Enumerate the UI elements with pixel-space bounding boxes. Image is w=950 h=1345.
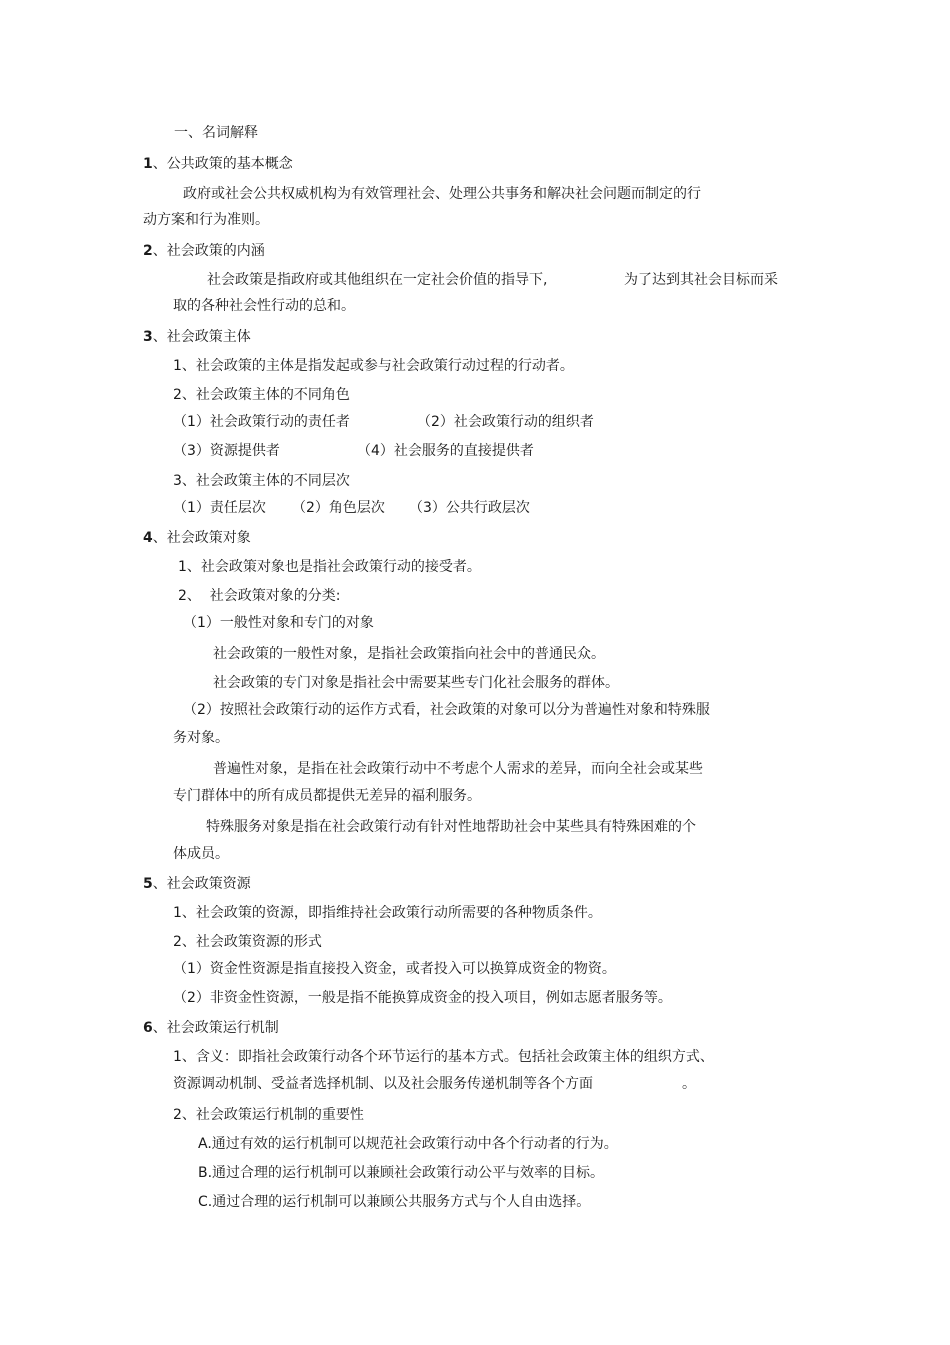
list-item: 1、社会政策的主体是指发起或参与社会政策行动过程的行动者。 (173, 358, 574, 374)
paragraph: 务对象。 (173, 730, 229, 746)
paragraph: 动方案和行为准则。 (143, 212, 269, 228)
section-number: 2 (143, 243, 153, 259)
section-number: 1 (143, 156, 153, 172)
paragraph: 社会政策的专门对象是指社会中需要某些专门化社会服务的群体。 (213, 675, 619, 691)
section-title-text: 、社会政策运行机制 (152, 1020, 279, 1036)
section-number: 4 (143, 530, 153, 546)
paragraph: 社会政策是指政府或其他组织在一定社会价值的指导下, (207, 272, 548, 288)
paragraph: 为了达到其社会目标而采 (624, 272, 778, 288)
paragraph: （2）按照社会政策行动的运作方式看，社会政策的对象可以分为普遍性对象和特殊服 (183, 702, 710, 718)
list-item: （1）一般性对象和专门的对象 (183, 615, 374, 631)
section-number: 3 (143, 329, 153, 345)
list-item: C.通过合理的运行机制可以兼顾公共服务方式与个人自由选择。 (198, 1194, 591, 1210)
paragraph: 专门群体中的所有成员都提供无差异的福利服务。 (173, 788, 481, 804)
paragraph: 政府或社会公共权威机构为有效管理社会、处理公共事务和解决社会问题而制定的行 (183, 186, 701, 202)
list-item: 1、社会政策的资源，即指维持社会政策行动所需要的各种物质条件。 (173, 905, 602, 921)
list-item: （2）非资金性资源，一般是指不能换算成资金的投入项目，例如志愿者服务等。 (173, 990, 672, 1006)
section-1-title (143, 155, 293, 173)
list-item: （3）资源提供者 (173, 443, 280, 459)
list-item: （1）责任层次 (173, 500, 266, 516)
section-title-text: 、社会政策的内涵 (152, 243, 265, 259)
section-heading: 一、名词解释 (174, 125, 258, 141)
list-item: B.通过合理的运行机制可以兼顾社会政策行动公平与效率的目标。 (198, 1165, 605, 1181)
section-4-title (143, 529, 251, 547)
list-item: 2、社会政策资源的形式 (173, 934, 322, 950)
section-2-title (143, 242, 265, 260)
paragraph: 普遍性对象，是指在社会政策行动中不考虑个人需求的差异，而向全社会或某些 (213, 761, 703, 777)
list-item: 2、社会政策主体的不同角色 (173, 387, 350, 403)
list-item: 2、 社会政策对象的分类: (178, 588, 341, 604)
list-item: （1）资金性资源是指直接投入资金，或者投入可以换算成资金的物资。 (173, 961, 616, 977)
list-item: 3、社会政策主体的不同层次 (173, 473, 350, 489)
section-title-text: 、公共政策的基本概念 (152, 156, 293, 172)
section-title-text: 、社会政策主体 (152, 329, 251, 345)
section-5-title (143, 875, 251, 893)
list-item: （3）公共行政层次 (409, 500, 530, 516)
list-item: （2）社会政策行动的组织者 (417, 414, 594, 430)
paragraph: 体成员。 (173, 846, 229, 862)
list-item: （4）社会服务的直接提供者 (357, 443, 534, 459)
section-title-text: 、社会政策资源 (152, 876, 251, 892)
list-item: A.通过有效的运行机制可以规范社会政策行动中各个行动者的行为。 (198, 1136, 618, 1152)
section-number: 5 (143, 876, 153, 892)
paragraph: 取的各种社会性行动的总和。 (173, 298, 355, 314)
paragraph: 资源调动机制、受益者选择机制、以及社会服务传递机制等各个方面 (173, 1076, 593, 1092)
list-item: 1、社会政策对象也是指社会政策行动的接受者。 (178, 559, 481, 575)
paragraph: 社会政策的一般性对象，是指社会政策指向社会中的普通民众。 (213, 646, 605, 662)
list-item: （2）角色层次 (292, 500, 385, 516)
section-6-title (143, 1019, 279, 1037)
section-number: 6 (143, 1020, 153, 1036)
paragraph: 1、含义：即指社会政策行动各个环节运行的基本方式。包括社会政策主体的组织方式、 (173, 1049, 714, 1065)
list-item: （1）社会政策行动的责任者 (173, 414, 350, 430)
paragraph: 特殊服务对象是指在社会政策行动有针对性地帮助社会中某些具有特殊困难的个 (206, 819, 696, 835)
list-item: 2、社会政策运行机制的重要性 (173, 1107, 364, 1123)
section-title-text: 、社会政策对象 (152, 530, 251, 546)
paragraph: 。 (682, 1076, 696, 1092)
section-3-title (143, 328, 251, 346)
